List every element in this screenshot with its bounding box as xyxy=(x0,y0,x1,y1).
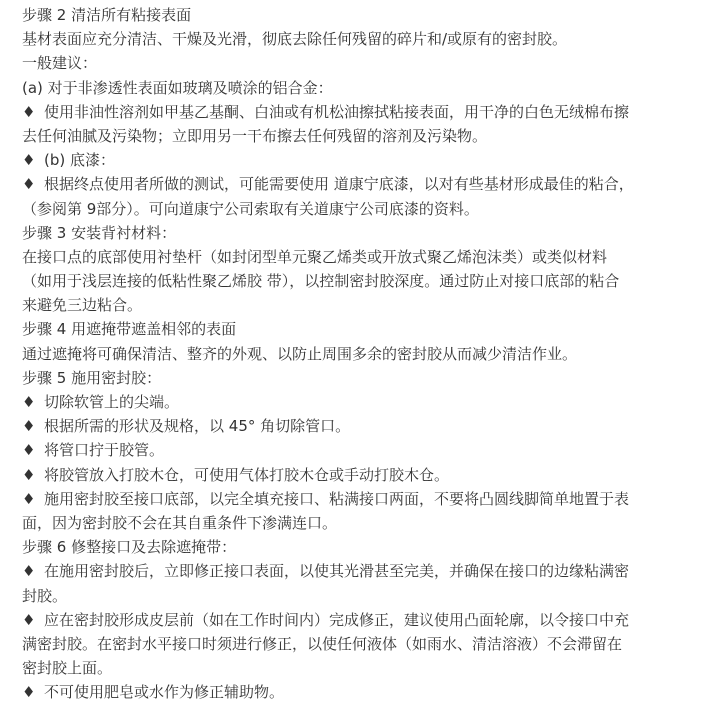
diamond-bullet-icon: ♦ xyxy=(22,465,36,484)
line-text: 满密封胶。在密封水平接口时须进行修正，以使任何液体（如雨水、清洁溶液）不会滞留在 xyxy=(22,634,623,653)
line-text: 密封胶上面。 xyxy=(22,659,113,678)
line-text: 根据终点使用者所做的测试，可能需要使用 道康宁底漆，以对有些基材形成最佳的粘合， xyxy=(44,175,634,194)
line-text: 来避免三边粘合。 xyxy=(22,296,143,315)
bullet-line xyxy=(22,414,703,438)
text-line xyxy=(22,76,703,100)
line-text: 在接口点的底部使用衬垫杆（如封闭型单元聚乙烯类或开放式聚乙烯泡沫类）或类似材料 xyxy=(22,247,608,266)
text-line xyxy=(22,51,703,75)
line-text: 施用密封胶至接口底部，以完全填充接口、粘满接口两面，不要将凸圆线脚简单地置于表 xyxy=(44,489,630,508)
line-text: 步骤 4 用遮掩带遮盖相邻的表面 xyxy=(22,320,237,339)
line-text: 通过遮掩将可确保清洁、整齐的外观、以防止周围多余的密封胶从而减少清洁作业。 xyxy=(22,344,578,363)
bullet-line xyxy=(22,390,703,414)
bullet-line xyxy=(22,608,703,632)
diamond-bullet-icon: ♦ xyxy=(22,393,36,411)
text-line xyxy=(22,221,703,245)
line-text: （参阅第 9部分）。可向道康宁公司索取有关道康宁公司底漆的资料。 xyxy=(22,199,479,218)
text-line xyxy=(22,584,703,608)
text-line xyxy=(22,245,703,269)
diamond-bullet-icon: ♦ xyxy=(22,151,36,170)
text-line xyxy=(22,124,703,148)
bullet-line xyxy=(22,100,703,124)
diamond-bullet-icon: ♦ xyxy=(22,175,36,194)
line-text: 一般建议： xyxy=(22,54,98,73)
text-line xyxy=(22,317,703,341)
diamond-bullet-icon: ♦ xyxy=(22,683,36,702)
text-line xyxy=(22,632,703,656)
line-text: 面，因为密封胶不会在其自重条件下渗满连口。 xyxy=(22,513,338,532)
text-line xyxy=(22,269,703,293)
bullet-line xyxy=(22,148,703,172)
text-line xyxy=(22,342,703,366)
diamond-bullet-icon: ♦ xyxy=(22,102,36,121)
diamond-bullet-icon: ♦ xyxy=(22,417,36,436)
line-text: (a) 对于非渗透性表面如玻璃及喷涂的铝合金： xyxy=(22,78,333,97)
line-text: 步骤 6 修整接口及去除遮掩带： xyxy=(22,538,237,557)
bullet-line xyxy=(22,463,703,487)
text-line xyxy=(22,197,703,221)
line-text: 根据所需的形状及规格，以 45° 角切除管口。 xyxy=(44,417,351,436)
line-text: (b) 底漆： xyxy=(44,151,115,170)
line-text: 步骤 2 清洁所有粘接表面 xyxy=(22,6,192,24)
line-text: 步骤 3 安装背衬材料： xyxy=(22,223,177,242)
text-line xyxy=(22,535,703,559)
diamond-bullet-icon: ♦ xyxy=(22,489,36,508)
line-text: （如用于浅层连接的低粘性聚乙烯胶 带），以控制密封胶深度。通过防止对接口底部的粘合 xyxy=(22,272,620,291)
line-text: 将管口拧于胶管。 xyxy=(44,441,165,460)
text-line xyxy=(22,656,703,680)
line-text: 使用非油性溶剂如甲基乙基酮、白油或有机松油擦拭粘接表面，用干净的白色无绒棉布擦 xyxy=(44,102,630,121)
bullet-line xyxy=(22,438,703,462)
bullet-line xyxy=(22,680,703,704)
text-line xyxy=(22,293,703,317)
line-text: 将胶管放入打胶木仓，可使用气体打胶木仓或手动打胶木仓。 xyxy=(44,465,450,484)
line-text: 步骤 5 施用密封胶： xyxy=(22,368,162,387)
line-text: 去任何油腻及污染物；立即用另一干布擦去任何残留的溶剂及污染物。 xyxy=(22,126,488,145)
text-line xyxy=(22,27,703,51)
line-text: 应在密封胶形成皮层前（如在工作时间内）完成修正，建议使用凸面轮廓，以令接口中充 xyxy=(44,610,630,629)
line-text: 切除软管上的尖端。 xyxy=(44,393,180,411)
text-line xyxy=(22,3,703,27)
bullet-line xyxy=(22,487,703,511)
line-text: 不可使用肥皂或水作为修正辅助物。 xyxy=(44,683,285,702)
diamond-bullet-icon: ♦ xyxy=(22,610,36,629)
bullet-line xyxy=(22,172,703,196)
text-line xyxy=(22,366,703,390)
line-text: 在施用密封胶后，立即修正接口表面，以使其光滑甚至完美，并确保在接口的边缘粘满密 xyxy=(44,562,630,581)
text-line xyxy=(22,511,703,535)
diamond-bullet-icon: ♦ xyxy=(22,562,36,581)
diamond-bullet-icon: ♦ xyxy=(22,441,36,460)
bullet-line xyxy=(22,559,703,583)
line-text: 封胶。 xyxy=(22,586,68,605)
line-text: 基材表面应充分清洁、干燥及光滑，彻底去除任何残留的碎片和/或原有的密封胶。 xyxy=(22,30,568,49)
